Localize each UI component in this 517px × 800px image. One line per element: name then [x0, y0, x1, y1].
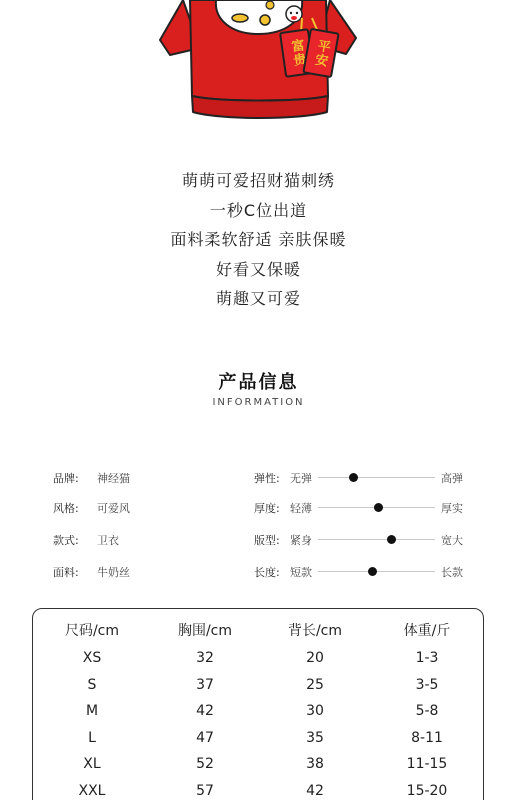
info-label: 品牌:: [53, 472, 79, 485]
scale-row-thickness: [0, 498, 517, 518]
size-table: [33, 615, 483, 800]
info-value: 神经猫: [97, 472, 130, 485]
table-cell: 25: [306, 676, 324, 693]
scale-high: 高弹: [441, 472, 463, 485]
size-chart: [32, 608, 484, 800]
table-cell: 3-5: [415, 676, 439, 693]
table-cell: 42: [306, 782, 324, 799]
info-value: 可爱风: [97, 502, 130, 515]
slogan-line: 好看又保暖: [215, 259, 301, 279]
info-label: 风格:: [53, 502, 79, 515]
info-label: 面料:: [53, 566, 79, 579]
scale-label: 厚度:: [254, 502, 280, 515]
table-row: [33, 645, 483, 672]
table-cell: S: [87, 676, 97, 693]
fugui-badge-text: 富贵: [287, 38, 307, 68]
scale-track: [318, 477, 435, 478]
scale-low: 短款: [290, 566, 312, 579]
table-cell: 52: [196, 756, 214, 773]
scale-track: [318, 539, 435, 540]
slogan-line: 面料柔软舒适 亲肤保暖: [170, 230, 347, 249]
table-row: [33, 751, 483, 778]
scale-low: 轻薄: [290, 502, 312, 515]
scale-indicator: [374, 503, 383, 512]
table-cell: 42: [196, 703, 214, 720]
scale-high: 长款: [441, 566, 463, 579]
scale-high: 厚实: [441, 502, 463, 515]
info-value: 卫衣: [97, 534, 119, 547]
table-cell: XS: [82, 650, 102, 667]
table-row: [33, 672, 483, 699]
scale-high: 宽大: [441, 534, 463, 547]
table-header-row: [33, 615, 483, 645]
slogan-line: 萌趣又可爱: [215, 289, 301, 308]
scale-row-elasticity: [0, 468, 517, 488]
table-cell: 35: [306, 729, 324, 746]
table-cell: 37: [196, 676, 214, 693]
scale-row-length: [0, 562, 517, 582]
scale-label: 版型:: [254, 534, 280, 547]
scale-indicator: [387, 535, 396, 544]
scale-low: 紧身: [290, 534, 312, 547]
table-cell: 57: [196, 782, 214, 799]
table-cell: L: [88, 729, 96, 746]
table-cell: 20: [306, 650, 324, 667]
table-cell: 15-20: [406, 782, 448, 799]
table-cell: 47: [196, 729, 214, 746]
table-cell: 5-8: [415, 703, 439, 720]
info-value: 牛奶丝: [97, 566, 130, 579]
table-row: [33, 778, 483, 800]
scale-row-fit: [0, 530, 517, 550]
column-header: 尺码/cm: [64, 623, 120, 639]
table-cell: 38: [306, 756, 324, 773]
slogan-block: [0, 166, 517, 314]
scale-label: 长度:: [254, 566, 280, 579]
scale-indicator: [349, 473, 358, 482]
table-row: [33, 725, 483, 752]
scale-indicator: [368, 567, 377, 576]
table-cell: M: [85, 703, 99, 720]
column-header: 胸围/cm: [177, 623, 233, 639]
table-cell: 32: [196, 650, 214, 667]
section-subtitle: INFORMATION: [212, 397, 305, 408]
table-cell: XL: [83, 756, 101, 773]
column-header: 背长/cm: [287, 623, 343, 639]
info-label: 款式:: [53, 534, 79, 547]
scale-low: 无弹: [290, 472, 312, 485]
table-cell: XXL: [78, 782, 106, 799]
table-cell: 30: [306, 703, 324, 720]
table-cell: 11-15: [406, 756, 448, 773]
section-title: 产品信息: [218, 372, 299, 393]
sweater-illustration: [0, 0, 517, 160]
pingan-badge-text: 平安: [311, 37, 331, 69]
scale-label: 弹性:: [254, 472, 280, 485]
table-cell: 8-11: [411, 729, 443, 746]
table-cell: 1-3: [415, 650, 439, 667]
slogan-line: 一秒C位出道: [209, 200, 308, 220]
table-row: [33, 698, 483, 725]
slogan-line: 萌萌可爱招财猫刺绣: [181, 171, 335, 190]
column-header: 体重/斤: [403, 623, 451, 639]
